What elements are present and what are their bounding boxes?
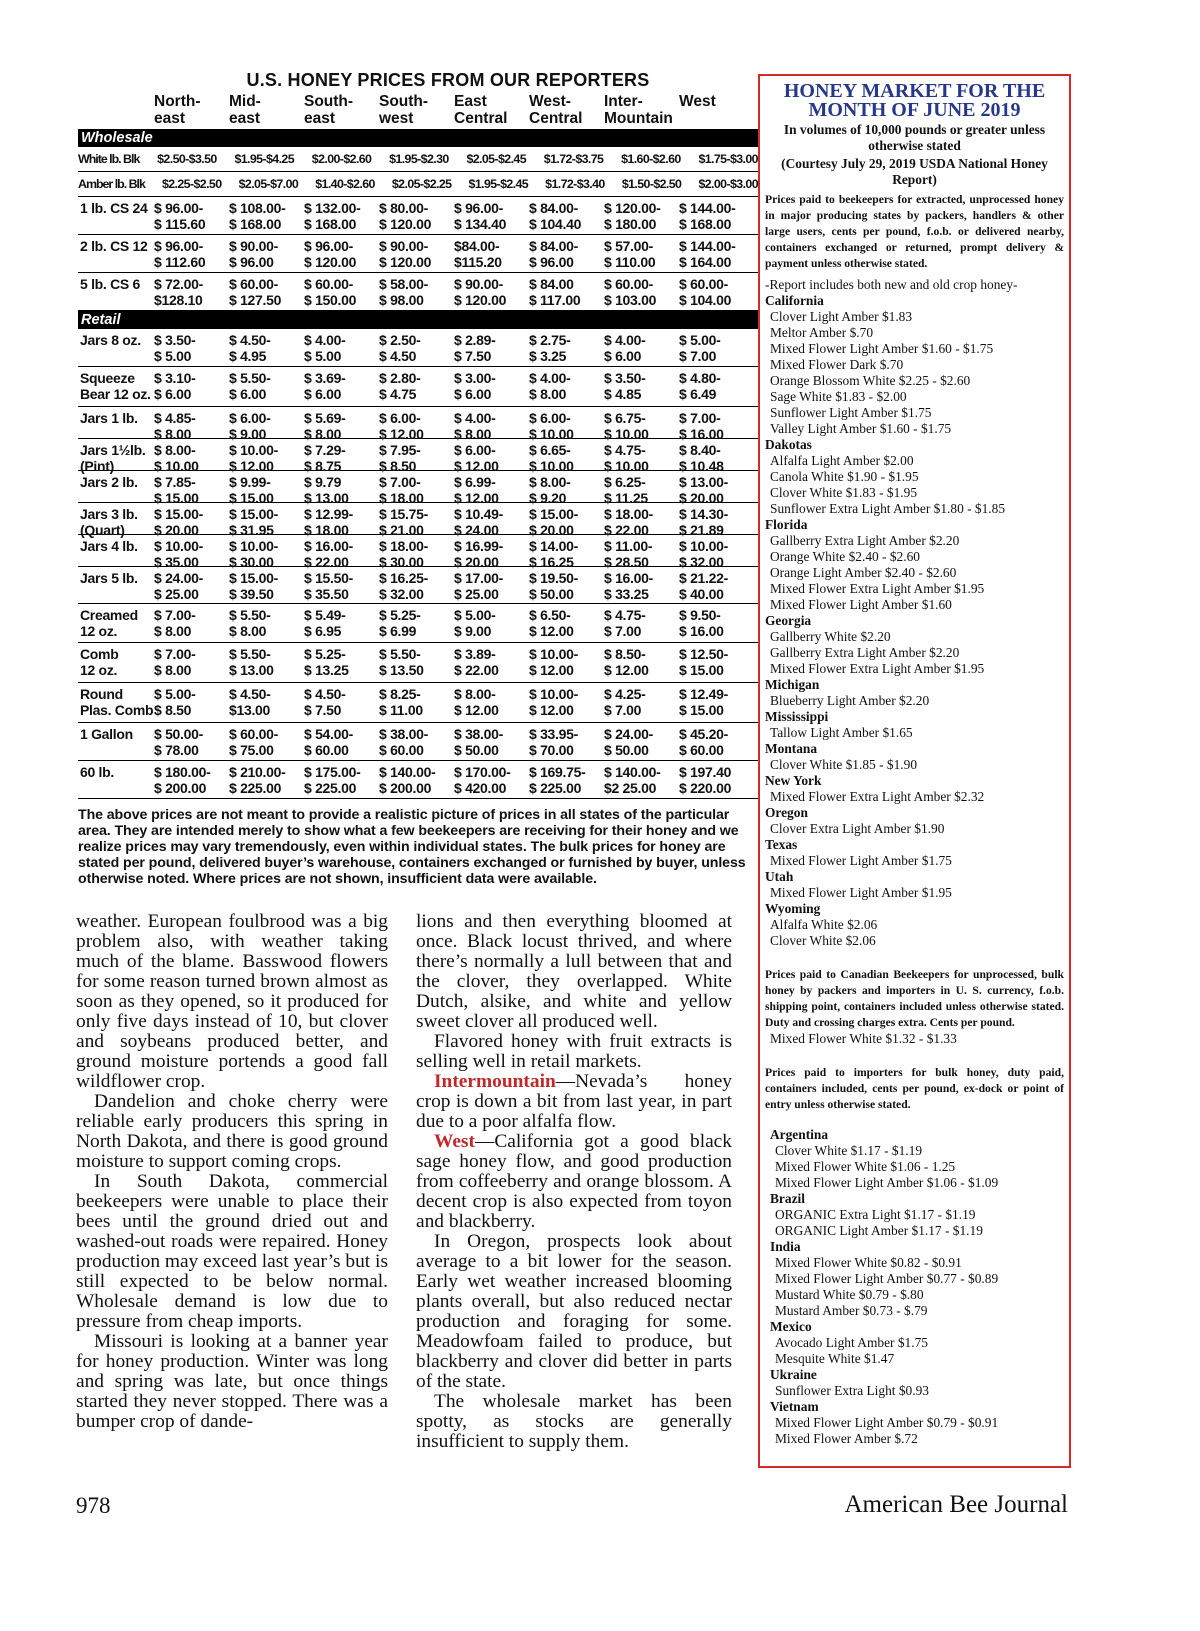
bulk-price-row [78, 172, 758, 197]
sidebar-report-note: -Report includes both new and old crop honey- [765, 277, 1018, 292]
row-label: Jars 1½lb. (Pint) [80, 442, 146, 474]
group-name: Wyoming [765, 901, 821, 916]
price-cell: $ 4.50- $ 7.50 [304, 686, 346, 718]
price-cell: $ 2.80- $ 4.75 [379, 370, 421, 402]
price-cell: $ 38.00- $ 60.00 [379, 726, 428, 758]
price-cell: $ 60.00- $ 75.00 [229, 726, 278, 758]
row-label: Jars 2 lb. [80, 474, 138, 490]
price-cell: $ 54.00- $ 60.00 [304, 726, 353, 758]
price-item: Clover Light Amber $1.83 [770, 309, 913, 324]
price-row [78, 273, 758, 311]
region-northeast: North- east [154, 93, 201, 127]
price-item: ORGANIC Extra Light $1.17 - $1.19 [775, 1207, 976, 1222]
price-cell: $ 6.99- $ 12.00 [454, 474, 499, 506]
price-cell: $ 5.69- $ 8.00 [304, 410, 346, 442]
price-cell: $ 4.00- $ 5.00 [304, 332, 346, 364]
price-item: Clover White $1.83 - $1.95 [770, 485, 918, 500]
price-item: Gallberry Extra Light Amber $2.20 [770, 533, 960, 548]
price-item: Mixed Flower Dark $.70 [770, 357, 904, 372]
article-paragraph: In Oregon, prospects look about average to a bit lower for the season. Early wet weather increased blooming plants overall, but also reduced nectar production and foraging for some. Meadowfoam failed to produce, but blackberry and clover did better in parts of the state. [416, 1231, 732, 1392]
price-row [78, 761, 758, 799]
price-cell: $ 2.89- $ 7.50 [454, 332, 496, 364]
price-cell: $ 96.00- $ 115.60 [154, 200, 206, 232]
region-intermountain: Inter- Mountain [604, 93, 673, 127]
price-item: Clover White $1.85 - $1.90 [770, 757, 918, 772]
price-item: Orange Light Amber $2.40 - $2.60 [770, 565, 957, 580]
article-left-column [76, 912, 388, 1432]
price-cell: $ 80.00- $ 120.00 [379, 200, 432, 232]
price-cell: $ 12.99- $ 18.00 [304, 506, 353, 538]
price-cell: $ 3.89- $ 22.00 [454, 646, 499, 678]
row-label: Round Plas. Comb [80, 686, 154, 718]
price-item: Clover White $1.17 - $1.19 [775, 1143, 923, 1158]
row-label: 60 lb. [80, 764, 114, 780]
row-label: White lb. Blk [78, 152, 140, 166]
price-cell: $ 4.00- $ 8.00 [529, 370, 571, 402]
price-cell: $ 6.00- $ 10.00 [529, 410, 574, 442]
row-label: Comb 12 oz. [80, 646, 119, 678]
price-cell: $ 132.00- $ 168.00 [304, 200, 361, 232]
price-item: Clover White $2.06 [770, 933, 876, 948]
price-cell: $ 15.00- $ 39.50 [229, 570, 278, 602]
price-row [78, 407, 758, 442]
price-cell: $ 15.00- $ 20.00 [154, 506, 203, 538]
price-cell: $2.05-$2.45 [466, 152, 526, 166]
price-cell: $ 2.50- $ 4.50 [379, 332, 421, 364]
price-cell: $ 7.29- $ 8.75 [304, 442, 346, 474]
price-cell: $ 16.00- $ 22.00 [304, 538, 353, 570]
price-item: Orange White $2.40 - $2.60 [770, 549, 920, 564]
price-item: Sunflower Extra Light $0.93 [775, 1383, 929, 1398]
price-item: Canola White $1.90 - $1.95 [770, 469, 919, 484]
price-cell: $ 6.00- $ 12.00 [379, 410, 424, 442]
price-cell: $ 11.00- $ 28.50 [604, 538, 653, 570]
price-cell: $ 7.00- $ 8.00 [154, 607, 196, 639]
row-label: Amber lb. Blk [78, 177, 145, 191]
price-cell: $ 4.25- $ 7.00 [604, 686, 646, 718]
price-cell: $ 5.00- $ 7.00 [679, 332, 721, 364]
group-name: Georgia [765, 613, 812, 628]
price-row [78, 367, 758, 407]
price-cell: $1.95-$2.30 [389, 152, 449, 166]
price-cell: $ 9.79 $ 13.00 [304, 474, 349, 506]
group-name: India [770, 1239, 801, 1254]
group-name: Mississippi [765, 709, 829, 724]
section-head-intermountain: Intermountain [434, 1071, 556, 1092]
table-note: The above prices are not meant to provide a realistic picture of prices in all states of the particular area. They are intended merely to show what a few beekeepers are receiving for their honey and we realize prices may vary tremendously, even within individual states. The bulk prices for honey are stated per pound, delivered buyer’s warehouse, containers exchanged or furnished by buyer, unless otherwise noted. Where prices are not shown, insufficient data were available. [78, 807, 746, 887]
row-label: 1 lb. CS 24 [80, 200, 148, 216]
price-cell: $ 140.00- $2 25.00 [604, 764, 661, 796]
intermountain-text: —Nevada’s honey crop is down a bit from last year, in part due to a poor alfalfa flow. [416, 1071, 732, 1132]
price-cell: $ 8.50- $ 12.00 [604, 646, 649, 678]
price-cell: $ 8.00- $ 10.00 [154, 442, 199, 474]
price-cell: $ 14.30- $ 21.89 [679, 506, 728, 538]
price-item: Mixed Flower Extra Light Amber $2.32 [770, 789, 985, 804]
countries-list [765, 1127, 1064, 1447]
price-cell: $84.00- $115.20 [454, 238, 502, 270]
price-cell: $ 16.00- $ 33.25 [604, 570, 653, 602]
price-cell: $ 120.00- $ 180.00 [604, 200, 661, 232]
price-row [78, 329, 758, 367]
price-item: Mixed Flower Light Amber $1.60 [770, 597, 952, 612]
price-cell: $ 9.99- $ 15.00 [229, 474, 274, 506]
price-cell: $1.72-$3.75 [543, 152, 604, 166]
price-item: Mixed Flower Light Amber $1.95 [770, 885, 952, 900]
group-name: Florida [765, 517, 808, 532]
price-item: Alfalfa Light Amber $2.00 [770, 453, 914, 468]
price-cell: $1.50-$2.50 [621, 177, 682, 191]
price-cell: $ 197.40 $ 220.00 [679, 764, 732, 796]
price-item: Sunflower Light Amber $1.75 [770, 405, 932, 420]
region-east-central: East Central [454, 93, 508, 127]
price-cell: $ 6.00- $ 9.00 [229, 410, 271, 442]
group-name: New York [765, 773, 822, 788]
price-cell: $ 4.00- $ 6.00 [604, 332, 646, 364]
price-cell: $1.75-$3.00 [698, 152, 758, 166]
article-paragraph: In South Dakota, commercial beekeepers were unable to place their bees until the ground dried out and washed-out roads were repaired. Honey production may exceed last year’s but is still expected to be below normal. Wholesale demand is low due to pressure from cheap imports. [76, 1171, 388, 1332]
price-cell: $ 5.49- $ 6.95 [304, 607, 346, 639]
row-label: Jars 4 lb. [80, 538, 138, 554]
price-cell: $ 6.25- $ 11.25 [604, 474, 648, 506]
price-cell: $ 8.25- $ 11.00 [379, 686, 423, 718]
price-cell: $2.50-$3.50 [157, 152, 217, 166]
price-item: Blueberry Light Amber $2.20 [770, 693, 930, 708]
price-cell: $ 6.65- $ 10.00 [529, 442, 574, 474]
article-paragraph: weather. European foulbrood was a big problem also, with weather taking much of the blame. Basswood flowers for some reason turned brown almost as soon as they opened, so it produced for only five days instead of 10, but clover and soybeans produced better, and ground moisture portends a good fall wildflower crop. [76, 911, 388, 1092]
price-cell: $ 10.49- $ 24.00 [454, 506, 503, 538]
price-cell: $ 12.49- $ 15.00 [679, 686, 728, 718]
price-row [78, 567, 758, 604]
price-cell: $ 38.00- $ 50.00 [454, 726, 503, 758]
price-item: Sunflower Extra Light Amber $1.80 - $1.85 [770, 501, 1006, 516]
price-cell: $ 5.25- $ 6.99 [379, 607, 421, 639]
price-cell: $ 108.00- $ 168.00 [229, 200, 286, 232]
row-label: 5 lb. CS 6 [80, 276, 141, 292]
table-title: U.S. HONEY PRICES FROM OUR REPORTERS [246, 70, 650, 90]
price-cell: $ 169.75- $ 225.00 [529, 764, 586, 796]
sidebar-subtitle-source: (Courtesy July 29, 2019 USDA National Honey Report) [781, 156, 1048, 187]
price-cell: $ 170.00- $ 420.00 [454, 764, 511, 796]
price-cell: $ 24.00- $ 50.00 [604, 726, 653, 758]
group-name: Montana [765, 741, 818, 756]
price-cell: $ 4.85- $ 8.00 [154, 410, 196, 442]
price-item: Valley Light Amber $1.60 - $1.75 [770, 421, 952, 436]
row-label: Jars 3 lb. (Quart) [80, 506, 138, 538]
canadian-item: Mixed Flower White $1.32 - $1.33 [770, 1031, 957, 1046]
price-cell: $ 175.00- $ 225.00 [304, 764, 361, 796]
price-cell: $ 16.99- $ 20.00 [454, 538, 503, 570]
price-cell: $ 96.00- $ 120.00 [304, 238, 357, 270]
price-item: Clover Extra Light Amber $1.90 [770, 821, 945, 836]
price-cell: $ 7.00- $ 16.00 [679, 410, 724, 442]
price-cell: $ 5.00- $ 9.00 [454, 607, 496, 639]
price-item: Tallow Light Amber $1.65 [770, 725, 913, 740]
price-cell: $ 16.25- $ 32.00 [379, 570, 428, 602]
price-cell: $ 140.00- $ 200.00 [379, 764, 436, 796]
price-cell: $ 24.00- $ 25.00 [154, 570, 203, 602]
price-cell: $ 5.50- $ 8.00 [229, 607, 271, 639]
price-cell: $ 8.40- $ 10.48 [679, 442, 724, 474]
states-list [765, 293, 1064, 949]
price-cell: $ 6.00- $ 12.00 [454, 442, 499, 474]
honey-market-sidebar [758, 74, 1071, 1468]
price-row [78, 503, 758, 538]
group-name: Utah [765, 869, 794, 884]
price-cell: $ 17.00- $ 25.00 [454, 570, 503, 602]
price-item: Orange Blossom White $2.25 - $2.60 [770, 373, 971, 388]
price-cell: $ 7.00- $ 18.00 [379, 474, 424, 506]
wholesale-rows [78, 197, 758, 311]
price-cell: $ 15.50- $ 35.50 [304, 570, 353, 602]
price-cell: $ 60.00- $ 150.00 [304, 276, 357, 308]
price-cell: $2.05-$7.00 [238, 177, 299, 191]
price-cell: $ 4.50- $13.00 [229, 686, 271, 718]
price-cell: $ 19.50- $ 50.00 [529, 570, 578, 602]
price-cell: $ 4.75- $ 7.00 [604, 607, 646, 639]
price-cell: $ 60.00- $ 127.50 [229, 276, 282, 308]
price-item: Meltor Amber $.70 [770, 325, 874, 340]
price-cell: $1.40-$2.60 [315, 177, 375, 191]
price-cell: $ 9.50- $ 16.00 [679, 607, 724, 639]
price-cell: $ 7.85- $ 15.00 [154, 474, 199, 506]
price-row [78, 604, 758, 643]
price-cell: $ 144.00- $ 164.00 [679, 238, 736, 270]
price-cell: $ 144.00- $ 168.00 [679, 200, 736, 232]
price-item: Mixed Flower Light Amber $0.77 - $0.89 [775, 1271, 999, 1286]
price-cell: $1.72-$3.40 [545, 177, 605, 191]
price-cell: $ 4.75- $ 10.00 [604, 442, 649, 474]
group-name: Mexico [770, 1319, 812, 1334]
group-name: Oregon [765, 805, 808, 820]
journal-name: American Bee Journal [844, 1491, 1068, 1518]
price-cell: $ 57.00- $ 110.00 [604, 238, 656, 270]
article-paragraph: The wholesale market has been spotty, as stocks are generally insufficient to supply them. [416, 1391, 732, 1452]
article-middle-column [416, 912, 732, 1452]
section-head-west: West [434, 1131, 475, 1152]
price-cell: $ 3.50- $ 4.85 [604, 370, 646, 402]
price-cell: $1.95-$4.25 [234, 152, 295, 166]
price-cell: $ 10.00- $ 12.00 [529, 646, 578, 678]
article-paragraph: Missouri is looking at a banner year for honey production. Winter was long and spring was late, but once things started they never stopped. There was a bumper crop of dande- [76, 1331, 388, 1432]
price-cell: $ 3.69- $ 6.00 [304, 370, 346, 402]
price-cell: $2.00-$2.60 [311, 152, 372, 166]
sidebar-subtitle-volume: In volumes of 10,000 pounds or greater unless otherwise stated [783, 122, 1046, 153]
price-item: Mixed Flower Extra Light Amber $1.95 [770, 661, 985, 676]
price-row [78, 439, 758, 474]
price-cell: $ 84.00- $ 104.40 [529, 200, 582, 232]
price-item: Gallberry Extra Light Amber $2.20 [770, 645, 960, 660]
price-cell: $ 84.00- $ 96.00 [529, 238, 578, 270]
price-row [78, 471, 758, 506]
price-item: Mustard Amber $0.73 - $.79 [775, 1303, 928, 1318]
price-cell: $1.95-$2.45 [468, 177, 529, 191]
retail-rows [78, 329, 758, 799]
price-cell: $ 50.00- $ 78.00 [154, 726, 203, 758]
price-table [78, 70, 758, 887]
intermountain-paragraph [416, 1072, 732, 1132]
price-item: Sage White $1.83 - $2.00 [770, 389, 907, 404]
price-cell: $ 210.00- $ 225.00 [229, 764, 286, 796]
region-west: West [679, 93, 716, 110]
sidebar-title: HONEY MARKET FOR THE MONTH OF JUNE 2019 [783, 80, 1046, 121]
row-label: Squeeze Bear 12 oz. [80, 370, 151, 402]
price-row [78, 197, 758, 235]
row-label: Jars 8 oz. [80, 332, 141, 348]
group-name: Dakotas [765, 437, 812, 452]
price-cell: $ 6.50- $ 12.00 [529, 607, 574, 639]
price-cell: $ 10.00- $ 35.00 [154, 538, 203, 570]
price-item: Mixed Flower Light Amber $0.79 - $0.91 [775, 1415, 999, 1430]
importers-intro: Prices paid to importers for bulk honey, duty paid, containers included, cents per pound, ex-dock or point of entry unless otherwise stated. [765, 1066, 1064, 1111]
price-cell: $ 18.00- $ 22.00 [604, 506, 653, 538]
price-cell: $ 58.00- $ 98.00 [379, 276, 428, 308]
price-cell: $ 4.80- $ 6.49 [679, 370, 721, 402]
price-cell: $ 3.50- $ 5.00 [154, 332, 196, 364]
price-cell: $ 60.00- $ 104.00 [679, 276, 732, 308]
price-row [78, 235, 758, 273]
price-row [78, 535, 758, 570]
price-cell: $2.25-$2.50 [161, 177, 222, 191]
group-name: Michigan [765, 677, 820, 692]
article-paragraph: lions and then everything bloomed at once. Black locust thrived, and where there’s normally a lull between that and the clover, they overlapped. White Dutch, alsike, and white and yellow sweet clover all produced well. [416, 911, 732, 1032]
price-cell: $2.05-$2.25 [391, 177, 452, 191]
price-cell: $ 4.50- $ 4.95 [229, 332, 271, 364]
price-item: Mustard White $0.79 - $.80 [775, 1287, 924, 1302]
price-cell: $ 5.50- $ 13.50 [379, 646, 424, 678]
price-item: Avocado Light Amber $1.75 [775, 1335, 928, 1350]
page-number: 978 [76, 1493, 111, 1518]
price-item: Mesquite White $1.47 [775, 1351, 895, 1366]
group-name: California [765, 293, 824, 308]
price-cell: $ 14.00- $ 16.25 [529, 538, 578, 570]
row-label: Jars 1 lb. [80, 410, 138, 426]
group-name: Ukraine [770, 1367, 817, 1382]
region-southeast: South- east [304, 93, 354, 127]
region-west-central: West- Central [529, 93, 583, 127]
price-item: Mixed Flower White $1.06 - 1.25 [775, 1159, 956, 1174]
price-item: Mixed Flower Amber $.72 [775, 1431, 918, 1446]
price-cell: $ 45.20- $ 60.00 [679, 726, 728, 758]
price-item: Mixed Flower Light Amber $1.60 - $1.75 [770, 341, 994, 356]
price-item: Mixed Flower Light Amber $1.06 - $1.09 [775, 1175, 999, 1190]
region-mideast: Mid- east [229, 93, 261, 127]
price-cell: $ 7.95- $ 8.50 [379, 442, 421, 474]
price-cell: $ 90.00- $ 120.00 [454, 276, 507, 308]
price-cell: $ 4.00- $ 8.00 [454, 410, 496, 442]
article-paragraph: Dandelion and choke cherry were reliable early producers this spring in North Dakota, and there is good ground moisture to support coming crops. [76, 1091, 388, 1172]
price-cell: $ 90.00- $ 96.00 [229, 238, 278, 270]
article-paragraph: Flavored honey with fruit extracts is selling well in retail markets. [416, 1031, 732, 1072]
price-cell: $ 90.00- $ 120.00 [379, 238, 432, 270]
price-cell: $ 15.00- $ 20.00 [529, 506, 578, 538]
row-label: Jars 5 lb. [80, 570, 138, 586]
price-cell: $ 5.00- $ 8.50 [154, 686, 196, 718]
price-cell: $ 5.50- $ 6.00 [229, 370, 271, 402]
price-item: Mixed Flower Extra Light Amber $1.95 [770, 581, 985, 596]
price-item: Mixed Flower White $0.82 - $0.91 [775, 1255, 962, 1270]
price-cell: $ 10.00- $ 12.00 [229, 442, 278, 474]
bulk-rows [78, 147, 758, 197]
price-cell: $ 5.25- $ 13.25 [304, 646, 349, 678]
group-name: Texas [765, 837, 798, 852]
price-item: ORGANIC Light Amber $1.17 - $1.19 [775, 1223, 983, 1238]
price-cell: $ 18.00- $ 30.00 [379, 538, 428, 570]
price-cell: $ 10.00- $ 30.00 [229, 538, 278, 570]
price-cell: $ 96.00- $ 134.40 [454, 200, 507, 232]
price-row [78, 643, 758, 683]
price-cell: $1.60-$2.60 [621, 152, 681, 166]
canadian-intro: Prices paid to Canadian Beekeepers for unprocessed, bulk honey by packers and importers in U. S. currency, f.o.b. shipping point, containers included unless otherwise stated. Duty and crossing charges extra. Cents per pound. [765, 968, 1064, 1029]
price-cell: $ 2.75- $ 3.25 [529, 332, 571, 364]
region-southwest: South- west [379, 93, 429, 127]
price-cell: $ 15.75- $ 21.00 [379, 506, 428, 538]
row-label: 1 Gallon [80, 726, 133, 742]
west-paragraph [416, 1132, 732, 1232]
price-cell: $ 8.00- $ 9.20 [529, 474, 571, 506]
price-row [78, 683, 758, 723]
price-item: Alfalfa White $2.06 [770, 917, 878, 932]
price-item: Gallberry White $2.20 [770, 629, 891, 644]
price-cell: $ 3.10- $ 6.00 [154, 370, 196, 402]
group-name: Brazil [770, 1191, 805, 1206]
price-cell: $ 96.00- $ 112.60 [154, 238, 206, 270]
price-cell: $ 8.00- $ 12.00 [454, 686, 499, 718]
price-cell: $2.00-$3.00 [698, 177, 758, 191]
price-cell: $ 6.75- $ 10.00 [604, 410, 649, 442]
price-cell: $ 33.95- $ 70.00 [529, 726, 578, 758]
price-cell: $ 15.00- $ 31.95 [229, 506, 278, 538]
price-cell: $ 12.50- $ 15.00 [679, 646, 728, 678]
wholesale-header: Wholesale [78, 129, 758, 147]
price-cell: $ 84.00 $ 117.00 [529, 276, 581, 308]
price-cell: $ 21.22- $ 40.00 [679, 570, 728, 602]
price-cell: $ 10.00- $ 12.00 [529, 686, 578, 718]
price-cell: $ 60.00- $ 103.00 [604, 276, 657, 308]
price-cell: $ 7.00- $ 8.00 [154, 646, 196, 678]
price-cell: $ 3.00- $ 6.00 [454, 370, 496, 402]
price-cell: $ 72.00- $128.10 [154, 276, 203, 308]
row-label: Creamed 12 oz. [80, 607, 138, 639]
price-cell: $ 10.00- $ 32.00 [679, 538, 728, 570]
price-cell: $ 5.50- $ 13.00 [229, 646, 274, 678]
bulk-price-row [78, 147, 758, 172]
row-label: 2 lb. CS 12 [80, 238, 148, 254]
group-name: Argentina [770, 1127, 829, 1142]
sidebar-intro: Prices paid to beekeepers for extracted, unprocessed honey in major producing states by packers, handlers & other large users, cents per pound, f.o.b. or delivered nearby, containers exchanged or returned, prompt delivery & payment unless otherwise stated. [765, 193, 1064, 270]
price-cell: $ 180.00- $ 200.00 [154, 764, 211, 796]
price-row [78, 723, 758, 761]
group-name: Vietnam [770, 1399, 819, 1414]
price-cell: $ 13.00- $ 20.00 [679, 474, 728, 506]
west-text: —California got a good black sage honey flow, and good production from coffeeberry and orange blossom. A decent crop is also expected from toyon and blackberry. [416, 1131, 732, 1232]
region-header [78, 93, 758, 129]
retail-header: Retail [78, 311, 758, 329]
price-item: Mixed Flower Light Amber $1.75 [770, 853, 952, 868]
